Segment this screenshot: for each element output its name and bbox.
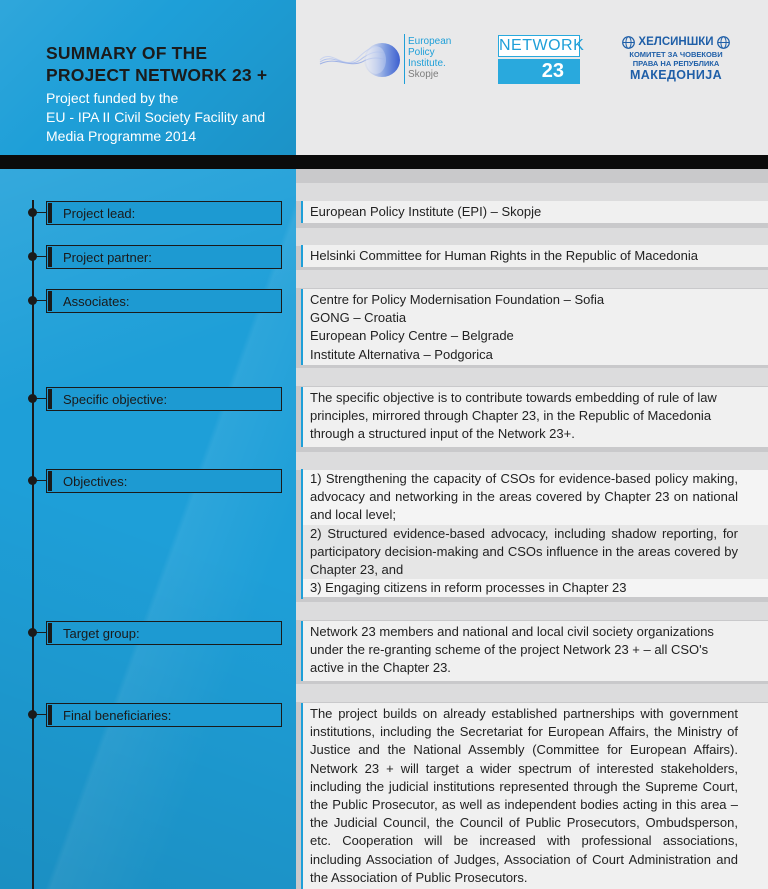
content-project-lead bbox=[301, 201, 768, 223]
content-objectives bbox=[301, 469, 768, 599]
objective-text: 3) Engaging citizens in reform processes in Chapter 23 bbox=[310, 580, 627, 596]
helsinki-committee-logo bbox=[620, 34, 732, 88]
hc-line-1: ХЕЛСИНШКИ bbox=[638, 36, 714, 48]
epi-logo bbox=[318, 30, 468, 90]
objective-text: 2) Structured evidence-based advocacy, including shadow reporting, for participatory decision-making and CSOs influence in the areas covered by Chapter 23, and bbox=[310, 525, 738, 578]
hc-line-3: ПРАВА НА РЕПУБЛИКА bbox=[632, 59, 720, 68]
timeline-connector bbox=[34, 212, 46, 213]
epi-word-3: Institute. bbox=[408, 58, 446, 69]
content-specific-objective bbox=[301, 387, 768, 447]
header-left-panel bbox=[0, 0, 296, 155]
label-text: Objectives: bbox=[63, 474, 128, 489]
page-subtitle bbox=[46, 89, 296, 146]
content-project-partner bbox=[301, 245, 768, 267]
label-text: Specific objective: bbox=[63, 392, 168, 407]
globe-icon bbox=[717, 36, 730, 49]
epi-word-4: Skopje bbox=[408, 69, 439, 80]
content-line: European Policy Institute (EPI) – Skopje bbox=[310, 204, 542, 219]
label-objectives bbox=[46, 469, 282, 493]
page-title bbox=[46, 42, 296, 86]
content-line: Helsinki Committee for Human Rights in the Republic of Macedonia bbox=[310, 248, 699, 263]
left-label-column bbox=[0, 169, 296, 889]
label-text: Project lead: bbox=[63, 206, 136, 221]
network-logo-number: 23 bbox=[498, 59, 580, 84]
objective-item bbox=[303, 470, 768, 525]
label-associates bbox=[46, 289, 282, 313]
timeline-connector bbox=[34, 256, 46, 257]
timeline-connector bbox=[34, 714, 46, 715]
stripe bbox=[296, 684, 768, 702]
timeline-connector bbox=[34, 300, 46, 301]
epi-wave-icon bbox=[318, 30, 404, 90]
stripe bbox=[296, 368, 768, 386]
stripe bbox=[296, 228, 768, 246]
label-text: Project partner: bbox=[63, 250, 152, 265]
content-paragraph: The specific objective is to contribute towards embedding of rule of law principles, mirrored through Chapter 23, in the Republic of Macedonia through a structured input of the Network 23+. bbox=[310, 390, 717, 442]
subtitle-line-1: Project funded by the bbox=[46, 90, 179, 106]
label-text: Final beneficiaries: bbox=[63, 708, 172, 723]
timeline-connector bbox=[34, 480, 46, 481]
epi-word-1: European bbox=[408, 36, 452, 47]
network-23-logo bbox=[498, 35, 585, 84]
network-logo-top: NETWORK bbox=[498, 35, 580, 57]
label-final-beneficiaries bbox=[46, 703, 282, 727]
label-project-lead bbox=[46, 201, 282, 225]
objective-item bbox=[303, 579, 768, 597]
stripe bbox=[296, 183, 768, 201]
content-line: Institute Alternativa – Podgorica bbox=[310, 346, 493, 362]
epi-wordmark bbox=[408, 36, 451, 80]
hc-line-2: КОМИТЕТ ЗА ЧОВЕКОВИ bbox=[629, 50, 723, 59]
subtitle-line-3: Media Programme 2014 bbox=[46, 128, 197, 144]
hc-logo-title bbox=[620, 34, 732, 50]
timeline-connector bbox=[34, 398, 46, 399]
hc-line-4: МАКЕДОНИЈА bbox=[629, 68, 723, 82]
globe-icon bbox=[622, 36, 635, 49]
objective-item bbox=[303, 525, 768, 580]
stripe bbox=[296, 270, 768, 288]
content-final-beneficiaries bbox=[301, 703, 768, 889]
stripe bbox=[296, 602, 768, 620]
content-line: European Policy Centre – Belgrade bbox=[310, 328, 514, 344]
label-text: Target group: bbox=[63, 626, 140, 641]
timeline-connector bbox=[34, 632, 46, 633]
content-target-group bbox=[301, 621, 768, 681]
header-divider-bar bbox=[0, 155, 768, 169]
label-specific-objective bbox=[46, 387, 282, 411]
content-line: Centre for Policy Modernisation Foundation – Sofia bbox=[310, 292, 605, 307]
title-line-1: SUMMARY OF THE bbox=[46, 43, 208, 63]
content-paragraph: The project builds on already established partnerships with government institutions, including the Secretariat for European Affairs, the Ministry of Justice and the National Assembly (Committee for European Affairs). Network 23 + will target a wider spectrum of interested stakeholders, including the judicial institutions represented through the Supreme Court, the Public Prosecutor, as well as independent bodies acting in this area – the Judicial Council, the Council of Public Prosecutors, Ombudsperson, etc. Cooperation will be increased with professional associations, including Association of Judges, Association of Court Administration and the Association of Public Prosecutors. bbox=[310, 706, 738, 885]
epi-divider bbox=[404, 34, 405, 84]
label-text: Associates: bbox=[63, 294, 130, 309]
epi-word-2: Policy bbox=[408, 47, 435, 58]
label-project-partner bbox=[46, 245, 282, 269]
content-paragraph: Network 23 members and national and local civil society organizations under the re-granting scheme of the project Network 23 + – all CSO's active in the Chapter 23. bbox=[310, 624, 714, 676]
title-line-2: PROJECT NETWORK 23 + bbox=[46, 65, 268, 85]
stripe bbox=[296, 452, 768, 470]
content-associates bbox=[301, 289, 768, 365]
objective-text: 1) Strengthening the capacity of CSOs for evidence-based policy making, advocacy and networking in the areas covered by Chapter 23 on national and local level; bbox=[310, 471, 738, 523]
content-line: GONG – Croatia bbox=[310, 310, 407, 326]
subtitle-line-2: EU - IPA II Civil Society Facility and bbox=[46, 109, 266, 125]
label-target-group bbox=[46, 621, 282, 645]
